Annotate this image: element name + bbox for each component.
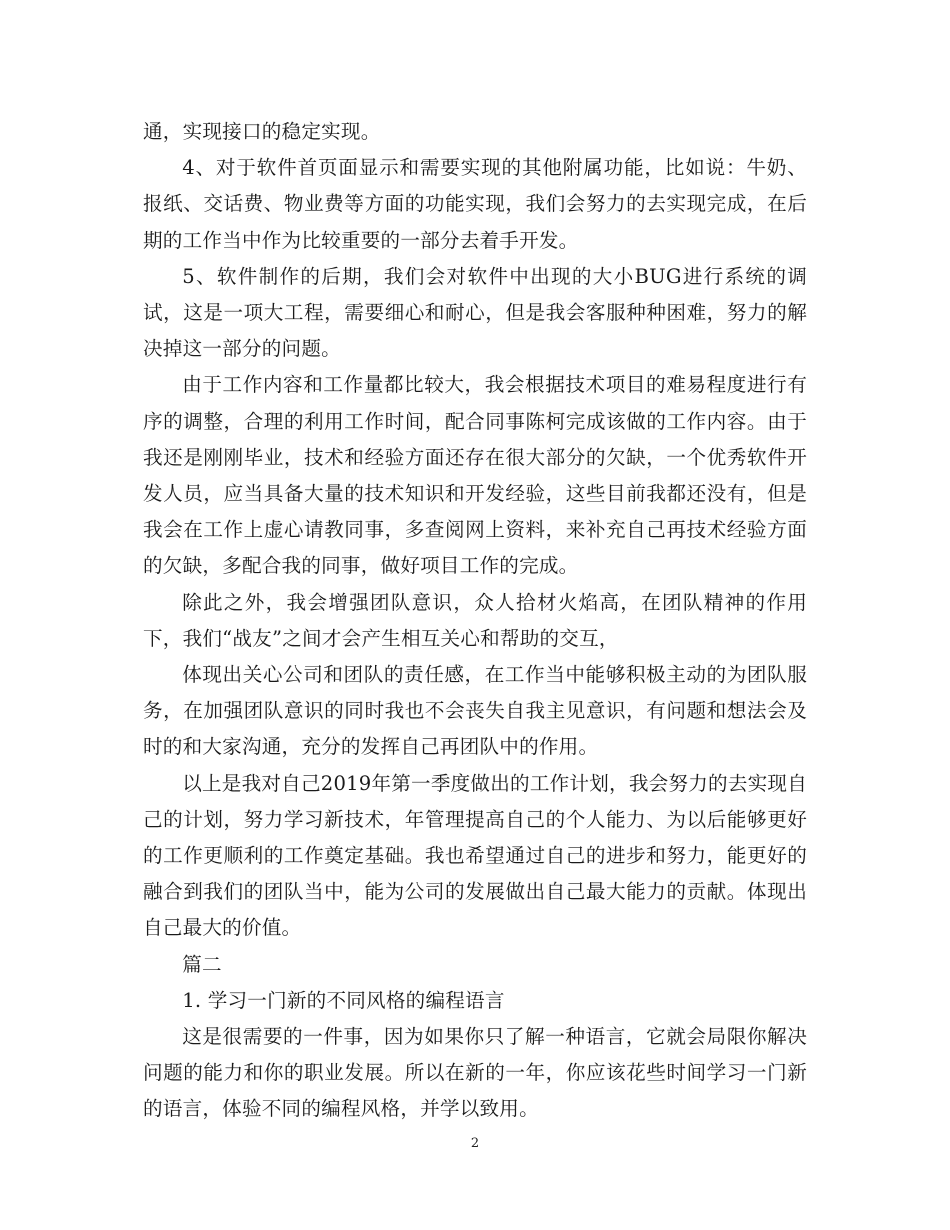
- paragraph-responsibility: 体现出关心公司和团队的责任感，在工作当中能够积极主动的为团队服务，在加强团队意识的同时我也不会丧失自我主见意识，有问题和想法会及时的和大家沟通，充分的发挥自己再团队中的作用。: [143, 663, 807, 759]
- document-body: [143, 114, 807, 1128]
- list-heading-1: 1. 学习一门新的不同风格的编程语言: [182, 988, 505, 1012]
- paragraph-new-language: 这是很需要的一件事，因为如果你只了解一种语言，它就会局限你解决问题的能力和你的职业发展。所以在新的一年，你应该花些时间学习一门新的语言，体验不同的编程风格，并学以致用。: [143, 1025, 807, 1121]
- paragraph-workload: 由于工作内容和工作量都比较大，我会根据技术项目的难易程度进行有序的调整，合理的利用工作时间，配合同事陈柯完成该做的工作内容。由于我还是刚刚毕业，技术和经验方面还存在很大部分的欠缺，一个优秀软件开发人员，应当具备大量的技术知识和开发经验，这些目前我都还没有，但是我会在工作上虚心请教同事，多查阅网上资料，来补充自己再技术经验方面的欠缺，多配合我的同事，做好项目工作的完成。: [143, 373, 807, 578]
- paragraph-item-5: 5、软件制作的后期，我们会对软件中出现的大小BUG进行系统的调试，这是一项大工程，需要细心和耐心，但是我会客服种种困难，努力的解决掉这一部分的问题。: [143, 264, 807, 361]
- page-number: 2: [470, 1136, 480, 1151]
- section-heading: 篇二: [182, 952, 222, 976]
- paragraph-continued: 通，实现接口的稳定实现。: [143, 120, 381, 143]
- paragraph-teamwork: 除此之外，我会增强团队意识，众人拾材火焰高，在团队精神的作用下，我们“战友”之间才会产生相互关心和帮助的交互，: [143, 590, 807, 650]
- paragraph-summary: 以上是我对自己2019年第一季度做出的工作计划，我会努力的去实现自己的计划，努力学习新技术，年管理提高自己的个人能力、为以后能够更好的工作更顺利的工作奠定基础。我也希望通过自己的进步和努力，能更好的融合到我们的团队当中，能为公司的发展做出自己最大能力的贡献。体现出自己最大的价值。: [143, 771, 807, 940]
- paragraph-item-4: 4、对于软件首页面显示和需要实现的其他附属功能，比如说：牛奶、报纸、交话费、物业费等方面的功能实现，我们会努力的去实现完成，在后期的工作当中作为比较重要的一部分去着手开发。: [143, 156, 807, 252]
